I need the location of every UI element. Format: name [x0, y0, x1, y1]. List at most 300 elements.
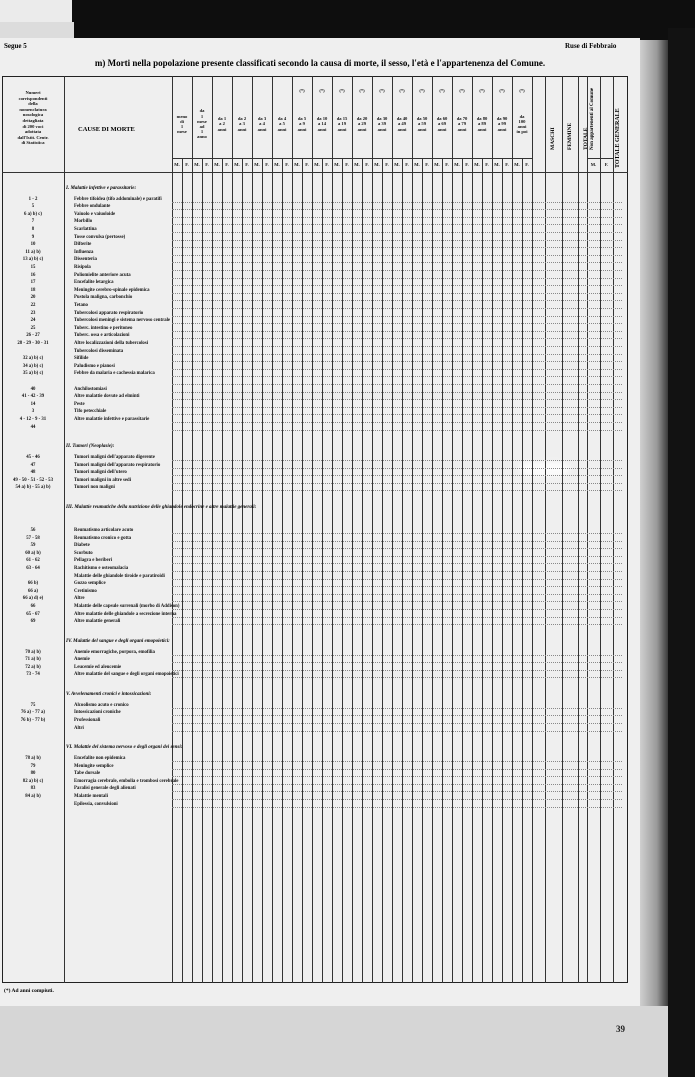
age-group-label: mese — [177, 129, 187, 135]
row-cause: Altre malattie delle ghiandole a secrezione interna — [74, 611, 177, 617]
sex-label: M. — [494, 162, 500, 167]
row-leader-line — [172, 541, 622, 542]
row-code: 65 - 67 — [26, 611, 40, 617]
sex-label: M. — [514, 162, 520, 167]
row-code: 26 - 27 — [26, 333, 40, 339]
row-leader-line — [172, 361, 622, 362]
age-footnote-mark: (*) — [479, 88, 485, 93]
row-leader-line — [172, 414, 622, 415]
row-cause: Encefalite letargica — [74, 280, 114, 286]
row-code: 82 a) b) c) — [22, 778, 44, 784]
code-header-line: di Statistica — [21, 140, 45, 146]
non-appartenenti-sex-m: M. — [590, 162, 597, 167]
row-cause: Altre localizzazioni della tubercolosi — [74, 341, 149, 347]
age-footnote-mark: (*) — [379, 88, 385, 93]
scan-top-shadow — [72, 0, 695, 40]
age-group-label: in poi — [516, 129, 528, 135]
age-footnote-mark: (*) — [399, 88, 405, 93]
age-footnote-mark: (*) — [359, 88, 365, 93]
row-code: 76 b) - 77 b) — [20, 718, 46, 723]
row-leader-line — [172, 617, 622, 618]
age-group-label: ad — [199, 124, 205, 129]
age-group-label: da 1 — [217, 116, 227, 122]
row-code: 83 — [30, 786, 36, 792]
row-code: 9 — [31, 234, 35, 240]
row-cause: Tumori maligni dell'apparato digerente — [74, 455, 155, 461]
row-code: 3 — [31, 409, 35, 415]
header-left-label: Segue 5 — [4, 42, 27, 50]
sex-label: F. — [465, 162, 469, 167]
section-title: I. Malattie infettive e parassitarie: — [66, 186, 137, 191]
row-leader-line — [172, 217, 622, 218]
sex-label: F. — [245, 162, 249, 167]
row-code: 71 a) b) — [25, 657, 41, 663]
row-cause: Sifilide — [74, 356, 89, 362]
age-group-label: da 30 — [376, 116, 388, 122]
row-leader-line — [172, 586, 622, 587]
row-cause: Tifo petecchiale — [74, 409, 107, 415]
row-leader-line — [172, 761, 622, 762]
row-code: 69 — [30, 619, 36, 625]
age-group-divider — [292, 76, 293, 983]
age-group-label: a 3 — [239, 121, 245, 127]
age-group-label: a 89 — [477, 121, 487, 127]
summary-column-divider — [562, 76, 563, 983]
age-group-label: da 20 — [356, 116, 368, 122]
row-code: 32 a) b) c) — [22, 356, 44, 362]
sex-label: F. — [285, 162, 289, 167]
age-group-divider — [232, 76, 233, 983]
summary-column-divider — [600, 76, 601, 983]
row-cause: Anchilostomiasi — [74, 386, 107, 392]
row-leader-line — [172, 407, 622, 408]
row-leader-line — [172, 662, 622, 663]
row-cause: Alcoolismo acuto e cronico — [74, 702, 129, 708]
sex-label: M. — [174, 162, 180, 167]
section-title: III. Malattie reumatiche della nutrizione delle ghiandole endocrine e altre malattie generali: — [66, 505, 257, 511]
age-group-label: a 99 — [497, 121, 507, 127]
code-header-line: della — [28, 101, 38, 107]
row-code: 76 a) - 77 a) — [21, 710, 45, 716]
row-leader-line — [172, 392, 622, 393]
age-group-label: anno — [197, 134, 207, 140]
age-group-label: anni — [397, 126, 407, 132]
row-cause: Tumori maligni in altre sedi — [74, 477, 132, 483]
age-group-label: a 14 — [317, 121, 327, 127]
code-header-line: dall'Istit. Centr. — [17, 134, 49, 140]
sex-label: M. — [354, 162, 360, 167]
age-group-divider — [372, 76, 373, 983]
row-code: 80 — [30, 771, 36, 777]
row-leader-line — [172, 285, 622, 286]
row-cause: Tetano — [74, 303, 88, 309]
age-group-label: 1 — [180, 124, 184, 129]
age-group-label: di — [180, 118, 184, 124]
row-code: 73 - 74 — [26, 672, 40, 678]
age-group-divider — [192, 76, 193, 983]
code-header-line: nomenclatura — [19, 106, 47, 112]
age-group-label: a 49 — [397, 121, 407, 127]
row-code: 15 — [30, 265, 36, 271]
age-footnote-mark: (*) — [419, 88, 425, 93]
row-cause: Tubercolosi meningi e sistema nervoso centrale — [74, 318, 171, 324]
row-cause: Altre malattie del sangue e degli organi emopoietici — [74, 672, 179, 678]
sex-label: F. — [265, 162, 269, 167]
row-leader-line — [172, 399, 622, 400]
sex-label: F. — [225, 162, 229, 167]
row-cause: Vaiuolo e vaiuoloide — [74, 211, 116, 217]
age-group-label: a 59 — [417, 121, 427, 127]
row-cause: Rachitismo e osteomalacia — [74, 566, 129, 571]
table-title: m) Morti nella popolazione presente classificati secondo la causa di morte, il sesso, l'età e l'appartenenza del Comune. — [94, 58, 546, 68]
row-leader-line — [172, 300, 622, 301]
row-leader-line — [172, 422, 622, 423]
row-code: 13 a) b) c) — [22, 257, 44, 263]
row-code: 48 — [30, 470, 36, 476]
row-leader-line — [172, 209, 622, 210]
row-leader-line — [172, 331, 622, 332]
row-leader-line — [172, 369, 622, 370]
row-cause: Anemie — [74, 657, 90, 663]
row-cause: Morbillo — [74, 219, 93, 225]
row-code: 6 a) b) c) — [24, 211, 42, 217]
row-code: 1 - 2 — [28, 196, 38, 202]
row-cause: Anemie emorragiche, porpora, emofilia — [74, 649, 155, 655]
row-leader-line — [172, 270, 622, 271]
age-group-label: anni — [437, 126, 447, 132]
row-code: 40 — [30, 386, 36, 392]
row-leader-line — [172, 556, 622, 557]
row-leader-line — [172, 715, 622, 716]
age-group-label: da 40 — [396, 116, 408, 122]
row-leader-line — [172, 278, 622, 279]
summary-column-header: FEMMINE — [567, 122, 573, 150]
age-group-label: da 90 — [496, 116, 508, 122]
age-group-label: meno — [176, 113, 188, 119]
section-title: V. Avvelenamenti cronici e intossicazioni: — [66, 692, 152, 698]
sex-label: F. — [485, 162, 489, 167]
row-code: 57 - 58 — [26, 535, 40, 541]
row-code: 61 - 62 — [26, 558, 40, 564]
sex-label: M. — [334, 162, 340, 167]
summary-column-header: TOTALE — [583, 127, 589, 150]
row-code: 11 a) b) — [25, 249, 41, 255]
row-leader-line — [172, 346, 622, 347]
row-cause: Pellagra e beriberi — [74, 558, 113, 564]
code-header-line: corrispondenti — [18, 95, 48, 101]
row-cause: Tosse convulsa (pertosse) — [74, 234, 126, 240]
sex-label: M. — [394, 162, 400, 167]
row-leader-line — [172, 776, 622, 777]
age-group-label: anni — [517, 124, 527, 129]
row-leader-line — [172, 247, 622, 248]
sex-label: F. — [505, 162, 509, 167]
sex-label: M. — [214, 162, 220, 167]
row-code: 49 - 50 - 51 - 52 - 53 — [13, 477, 53, 483]
row-code: 18 — [30, 287, 36, 293]
row-cause: Poliomielite anteriore acuta — [74, 272, 131, 278]
age-group-divider — [252, 76, 253, 983]
row-leader-line — [172, 624, 622, 625]
age-group-divider — [432, 76, 433, 983]
sex-label: M. — [274, 162, 280, 167]
row-code: 41 - 42 - 39 — [21, 394, 45, 400]
age-group-divider — [212, 76, 213, 983]
row-code: 75 — [30, 702, 36, 708]
row-cause: Meningite cerebro-spinale epidemica — [74, 287, 150, 293]
age-footnote-mark: (*) — [519, 88, 525, 93]
summary-column-divider — [545, 76, 546, 983]
row-cause: Febbre tifoidea (tifo addominale) e paratifi — [74, 196, 162, 202]
row-cause: Dissenteria — [74, 257, 97, 263]
code-header-line: nosologica — [22, 112, 44, 118]
row-code: 23 — [30, 310, 36, 316]
row-leader-line — [172, 655, 622, 656]
age-group-label: da 10 — [316, 116, 328, 122]
sex-label: M. — [194, 162, 200, 167]
age-group-label: a 79 — [457, 121, 467, 127]
age-group-label: a 29 — [357, 121, 367, 127]
row-cause: Reumatismo cronico e gotta — [74, 535, 132, 541]
age-group-divider — [312, 76, 313, 983]
row-code: 34 a) b) c) — [22, 363, 44, 369]
row-code: 63 - 64 — [26, 566, 40, 571]
sex-label: F. — [525, 162, 529, 167]
code-header-line: di 200 voci — [22, 123, 44, 129]
age-group-divider — [412, 76, 413, 983]
row-code: 72 a) b) — [25, 664, 41, 670]
row-leader-line — [172, 224, 622, 225]
section-title: II. Tumori (Neoplasie): — [66, 444, 115, 450]
sex-label: F. — [405, 162, 409, 167]
footnote: (*) Ad anni compiuti. — [4, 988, 54, 994]
age-group-divider — [352, 76, 353, 983]
row-code: 79 — [30, 763, 36, 769]
sex-label: M. — [314, 162, 320, 167]
row-code: 5 — [31, 204, 35, 210]
age-group-divider — [512, 76, 513, 983]
row-leader-line — [172, 784, 622, 785]
row-code: 66 b) — [27, 581, 39, 587]
age-group-label: da 5 — [297, 116, 307, 122]
sex-label: F. — [325, 162, 329, 167]
row-leader-line — [172, 533, 622, 534]
row-cause: Gozzo semplice — [74, 581, 106, 587]
row-cause: Reumatismo articolare acuto — [74, 528, 134, 533]
row-cause: Peste — [74, 401, 85, 407]
age-group-label: anni — [477, 126, 487, 132]
sex-label: F. — [185, 162, 189, 167]
age-group-label: anni — [297, 126, 307, 132]
row-cause: Febbre ondulante — [74, 204, 111, 210]
row-leader-line — [172, 202, 622, 203]
age-group-label: mese — [197, 118, 207, 124]
age-group-divider — [532, 76, 533, 983]
row-code: 17 — [30, 280, 36, 286]
age-group-label: a 39 — [377, 121, 387, 127]
row-cause: Tumori maligni dell'utero — [74, 470, 127, 476]
age-group-label: anni — [497, 126, 507, 132]
row-cause: Tumori maligni dell'apparato respiratorio — [74, 462, 161, 468]
row-cause: Professionali — [74, 718, 101, 723]
totale-generale-header: TOTALE GENERALE — [615, 108, 621, 168]
row-leader-line — [172, 384, 622, 385]
row-leader-line — [172, 376, 622, 377]
row-cause: Tuberc. ossa e articolazioni — [74, 333, 130, 339]
age-group-label: anni — [457, 126, 467, 132]
sex-label: M. — [254, 162, 260, 167]
section-title: VI. Malattie del sistema nervoso e degli organi dei sensi: — [66, 745, 183, 751]
row-leader-line — [172, 670, 622, 671]
age-group-label: da 70 — [456, 116, 468, 122]
age-group-label: da 15 — [336, 116, 348, 122]
row-cause: Paludismo e pianosi — [74, 363, 115, 369]
row-leader-line — [172, 483, 622, 484]
row-cause: Altre malattie dovute ad elminti — [74, 394, 140, 400]
row-leader-line — [172, 609, 622, 610]
sex-label: F. — [445, 162, 449, 167]
age-group-label: anni — [337, 126, 347, 132]
sex-label: M. — [414, 162, 420, 167]
code-header-line: dettagliata — [22, 118, 44, 123]
age-group-label: anni — [217, 126, 227, 132]
row-cause: Altri — [74, 725, 84, 731]
age-group-label: da 50 — [416, 116, 428, 122]
summary-column-divider — [578, 76, 579, 983]
sex-label: M. — [454, 162, 460, 167]
age-group-label: da 2 — [237, 116, 247, 122]
row-leader-line — [172, 548, 622, 549]
row-leader-line — [172, 468, 622, 469]
sex-label: M. — [294, 162, 300, 167]
row-leader-line — [172, 232, 622, 233]
sex-label: F. — [385, 162, 389, 167]
row-cause: Malattie mentali — [74, 794, 108, 799]
row-code: 16 — [30, 272, 36, 278]
row-leader-line — [172, 594, 622, 595]
age-group-label: 1 — [200, 113, 204, 119]
row-cause: Risipola — [74, 265, 91, 271]
row-code: 66 — [30, 604, 36, 609]
row-cause: Scorbuto — [74, 550, 93, 556]
age-group-divider — [272, 76, 273, 983]
sex-label: F. — [205, 162, 209, 167]
row-cause: Cretinismo — [74, 588, 97, 594]
header-divider — [2, 172, 628, 173]
row-cause: Difterite — [74, 242, 92, 248]
row-leader-line — [172, 769, 622, 770]
row-cause: Altre malattie generali — [74, 619, 121, 625]
row-code: 24 — [30, 318, 36, 324]
row-code: 20 — [30, 295, 36, 301]
row-leader-line — [172, 316, 622, 317]
row-cause: Tabe dorsale — [74, 771, 101, 777]
age-group-label: a 5 — [279, 121, 285, 127]
row-leader-line — [172, 293, 622, 294]
sex-label: F. — [425, 162, 429, 167]
row-leader-line — [172, 323, 622, 324]
row-leader-line — [172, 475, 622, 476]
row-leader-line — [172, 460, 622, 461]
row-cause: Malattie delle ghiandole tiroide e paratiroidi — [74, 573, 165, 579]
sex-label: M. — [374, 162, 380, 167]
age-group-label: a 4 — [259, 121, 265, 127]
age-footnote-mark: (*) — [299, 88, 305, 93]
sex-label: F. — [345, 162, 349, 167]
row-cause: Paralisi generale degli alienati — [74, 786, 136, 792]
row-leader-line — [172, 308, 622, 309]
row-leader-line — [172, 563, 622, 564]
row-cause: Epilessia, convulsioni — [74, 801, 118, 807]
section-title: IV. Malattie del sangue e degli organi emopoietici: — [66, 638, 170, 644]
row-code: 84 a) b) — [25, 794, 41, 799]
row-code: 8 — [31, 227, 35, 233]
age-group-divider — [392, 76, 393, 983]
age-footnote-mark: (*) — [499, 88, 505, 93]
row-cause: Emorragia cerebrale, embolia e trombosi cerebrale — [74, 778, 179, 784]
row-leader-line — [172, 799, 622, 800]
age-group-label: a 19 — [337, 121, 347, 127]
row-cause: Pustola maligna, carbonchio — [74, 295, 133, 301]
row-cause: Meningite semplice — [74, 763, 114, 769]
row-code: 60 a) b) — [25, 550, 41, 556]
row-code: 70 a) b) — [25, 649, 41, 655]
page-number: 39 — [616, 1024, 625, 1034]
age-group-label: da 80 — [476, 116, 488, 122]
sex-label: M. — [234, 162, 240, 167]
row-code: 54 a) b) - 55 a) b) — [15, 485, 51, 491]
row-code: 56 — [30, 528, 36, 533]
age-group-label: da 4 — [277, 116, 287, 122]
row-cause: Leucemie ed aleucemie — [74, 664, 122, 670]
age-group-label: anni — [417, 126, 427, 132]
age-group-label: a 2 — [219, 121, 225, 127]
row-cause: Febbre da malaria e cachessia malarica — [74, 371, 155, 377]
row-cause: Intossicazioni croniche — [74, 710, 121, 716]
age-group-label: da — [199, 108, 205, 114]
row-cause: Diabete — [74, 543, 90, 549]
sex-label: M. — [434, 162, 440, 167]
age-group-label: a 69 — [437, 121, 447, 127]
row-code: 7 — [31, 219, 35, 225]
scan-bottom-band — [0, 1006, 668, 1077]
age-group-label: anni — [237, 126, 247, 132]
code-column-divider — [64, 76, 65, 983]
row-leader-line — [172, 677, 622, 678]
row-code: 47 — [30, 462, 36, 468]
cause-header: CAUSE DI MORTE — [78, 126, 135, 133]
row-code: 22 — [30, 303, 36, 309]
row-code: 66 a) d) e) — [22, 596, 44, 602]
row-cause: Scarlattina — [74, 227, 97, 233]
page-edge-shadow — [640, 40, 668, 1070]
row-code: 35 a) b) c) — [22, 371, 44, 377]
age-group-divider — [472, 76, 473, 983]
row-code: 4 - 12 - 9 - 31 — [19, 417, 47, 423]
row-code: 78 a) b) — [25, 756, 41, 761]
non-appartenenti-sex-f: F. — [604, 162, 609, 167]
summary-column-divider — [613, 76, 614, 983]
summary-column-header: MASCHI — [550, 127, 556, 150]
row-cause: Altre malattie infettive e parassitarie — [74, 417, 150, 423]
age-group-label: anni — [377, 126, 387, 132]
row-leader-line — [172, 807, 622, 808]
age-group-label: da 3 — [257, 116, 267, 122]
row-code: 10 — [30, 242, 36, 248]
row-cause: Altre — [74, 596, 85, 602]
age-group-label: da — [519, 113, 525, 119]
sex-label: F. — [365, 162, 369, 167]
